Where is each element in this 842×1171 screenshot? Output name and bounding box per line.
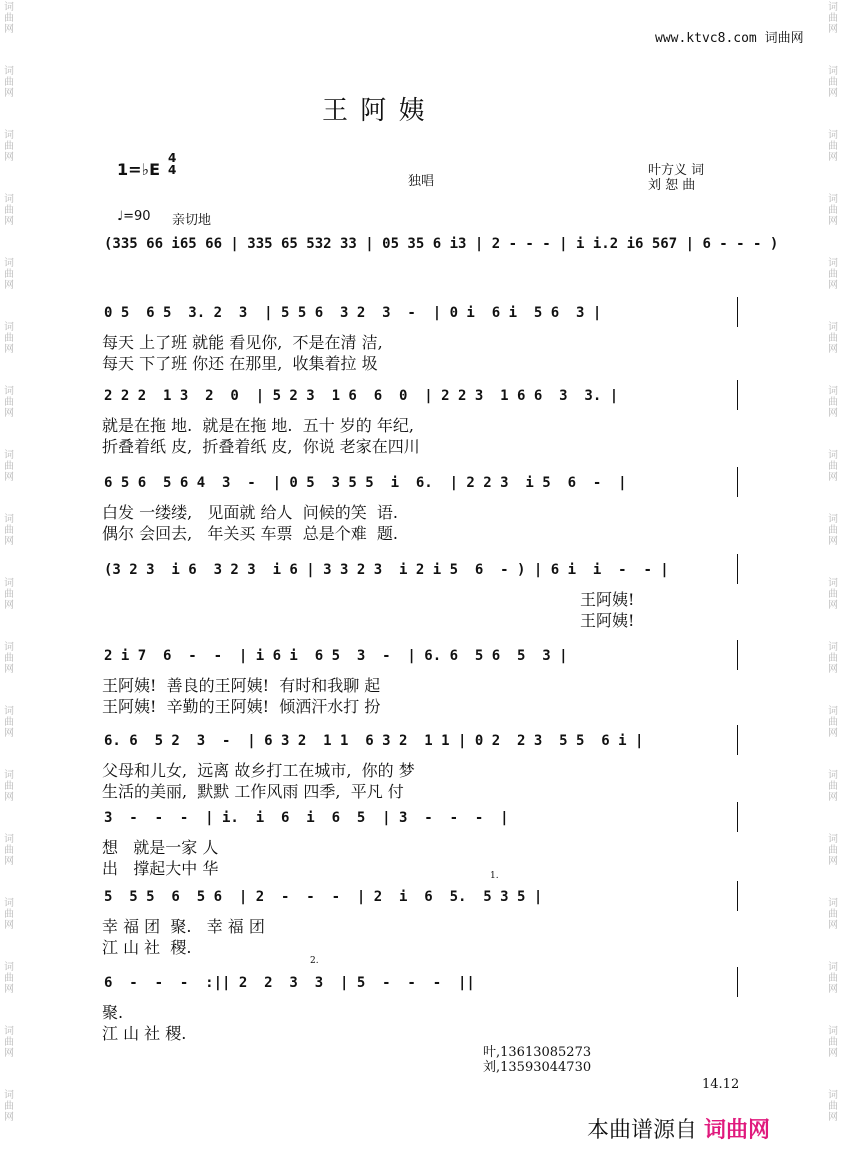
expression-mark: 亲切地 [172, 213, 212, 228]
watermark-text: 词曲网 [4, 898, 14, 931]
watermark-text: 词曲网 [828, 962, 838, 995]
date: 14.12 [702, 1077, 740, 1092]
contact-lyricist: 叶,13613085273 [483, 1045, 592, 1060]
lyric-line: 偶尔 会回去, 年关买 车票 总是个难 题. [102, 524, 398, 543]
watermark-text: 词曲网 [4, 770, 14, 803]
watermark-text: 词曲网 [828, 194, 838, 227]
tempo: ♩=90 [117, 209, 151, 224]
system-notes: 3 - - - | i. i 6 i 6 5 | 3 - - - | [104, 810, 509, 826]
barline [737, 640, 738, 670]
song-title: 王 阿 姨 [322, 96, 427, 126]
watermark-text: 词曲网 [828, 2, 838, 35]
watermark-text: 词曲网 [828, 386, 838, 419]
lyricist: 叶方义 词 [648, 163, 705, 178]
watermark-text: 词曲网 [828, 770, 838, 803]
lyric-line: 王阿姨! 辛勤的王阿姨! 倾洒汗水打 扮 [102, 697, 381, 716]
lyric-line: 王阿姨! [580, 590, 635, 609]
barline [737, 802, 738, 832]
system-notes: 6 - - - :|| 2 2 3 3 | 5 - - - || [104, 975, 475, 991]
contact-composer: 刘,13593044730 [483, 1060, 592, 1075]
watermark-text: 词曲网 [4, 1090, 14, 1123]
watermark-text: 词曲网 [828, 66, 838, 99]
lyric-line: 江 山 社 稷. [102, 1024, 187, 1043]
site-url[interactable]: www.ktvc8.com 词曲网 [655, 31, 804, 46]
watermark-text: 词曲网 [828, 642, 838, 675]
lyric-line: 折叠着纸 皮, 折叠着纸 皮, 你说 老家在四川 [102, 437, 420, 456]
watermark-text: 词曲网 [4, 450, 14, 483]
barline [737, 967, 738, 997]
watermark-text: 词曲网 [4, 66, 14, 99]
watermark-text: 词曲网 [4, 386, 14, 419]
watermark-text: 词曲网 [4, 194, 14, 227]
lyric-line: 聚. [102, 1003, 124, 1022]
volta-1: 1. [490, 871, 499, 881]
watermark-text: 词曲网 [828, 834, 838, 867]
time-signature: 4 4 [168, 151, 177, 177]
watermark-text: 词曲网 [828, 322, 838, 355]
footer-brand[interactable]: 词曲网 [704, 1118, 771, 1143]
lyric-line: 生活的美丽, 默默 工作风雨 四季, 平凡 付 [102, 782, 404, 801]
intro-notes: (335 66 i65 66 | 335 65 532 33 | 05 35 6 i3 | 2 - - - | i i.2 i6 567 | 6 - - - ) [104, 236, 779, 252]
watermark-text: 词曲网 [4, 514, 14, 547]
watermark-text: 词曲网 [828, 258, 838, 291]
watermark-text: 词曲网 [4, 2, 14, 35]
barline [737, 725, 738, 755]
lyric-line: 每天 上了班 就能 看见你, 不是在清 洁, [102, 333, 383, 352]
footer-source [587, 1113, 770, 1144]
system-notes: (3 2 3 i 6 3 2 3 i 6 | 3 3 2 3 i 2 i 5 6 - ) | 6 i i - - | [104, 562, 669, 578]
composer: 刘 恕 曲 [648, 178, 696, 193]
watermark-text: 词曲网 [828, 1090, 838, 1123]
lyric-line: 就是在拖 地. 就是在拖 地. 五十 岁的 年纪, [102, 416, 414, 435]
watermark-text: 词曲网 [4, 642, 14, 675]
lyric-line: 每天 下了班 你还 在那里, 收集着拉 圾 [102, 354, 378, 373]
lyric-line: 幸 福 团 聚. 幸 福 团 [102, 917, 265, 936]
barline [737, 297, 738, 327]
lyric-line: 王阿姨! 善良的王阿姨! 有时和我聊 起 [102, 676, 381, 695]
barline [737, 554, 738, 584]
system-notes: 2 2 2 1 3 2 0 | 5 2 3 1 6 6 0 | 2 2 3 1 6 6 3 3. | [104, 388, 619, 404]
watermark-text: 词曲网 [4, 834, 14, 867]
barline [737, 467, 738, 497]
watermark-text: 词曲网 [828, 1026, 838, 1059]
system-notes: 6. 6 5 2 3 - | 6 3 2 1 1 6 3 2 1 1 | 0 2 2 3 5 5 6 i | [104, 733, 644, 749]
watermark-text: 词曲网 [828, 578, 838, 611]
lyric-line: 王阿姨! [580, 611, 635, 630]
barline [737, 380, 738, 410]
watermark-text: 词曲网 [4, 578, 14, 611]
watermark-text: 词曲网 [4, 322, 14, 355]
lyric-line: 江 山 社 稷. [102, 938, 192, 957]
lyric-line: 想 就是一家 人 [102, 838, 219, 857]
watermark-text: 词曲网 [828, 706, 838, 739]
watermark-text: 词曲网 [828, 130, 838, 163]
watermark-text: 词曲网 [828, 898, 838, 931]
footer-prefix: 本曲谱源自 [587, 1118, 698, 1143]
system-notes: 6 5 6 5 6 4 3 - | 0 5 3 5 5 i 6. | 2 2 3 i 5 6 - | [104, 475, 627, 491]
volta-2: 2. [310, 956, 319, 966]
watermark-text: 词曲网 [828, 450, 838, 483]
lyric-line: 白发 一缕缕, 见面就 给人 问候的笑 语. [102, 503, 398, 522]
key-signature: 1=♭E [117, 160, 161, 179]
watermark-text: 词曲网 [4, 1026, 14, 1059]
watermark-text: 词曲网 [4, 706, 14, 739]
system-notes: 0 5 6 5 3. 2 3 | 5 5 6 3 2 3 - | 0 i 6 i 5 6 3 | [104, 305, 602, 321]
performance-form: 独唱 [408, 174, 435, 189]
system-notes: 5 5 5 6 5 6 | 2 - - - | 2 i 6 5. 5 3 5 | [104, 889, 543, 905]
barline [737, 881, 738, 911]
watermark-text: 词曲网 [828, 514, 838, 547]
watermark-text: 词曲网 [4, 130, 14, 163]
lyric-line: 父母和儿女, 远离 故乡打工在城市, 你的 梦 [102, 761, 415, 780]
system-notes: 2 i 7 6 - - | i 6 i 6 5 3 - | 6. 6 5 6 5 3 | [104, 648, 568, 664]
lyric-line: 出 撑起大中 华 [102, 859, 219, 878]
watermark-text: 词曲网 [4, 258, 14, 291]
watermark-text: 词曲网 [4, 962, 14, 995]
